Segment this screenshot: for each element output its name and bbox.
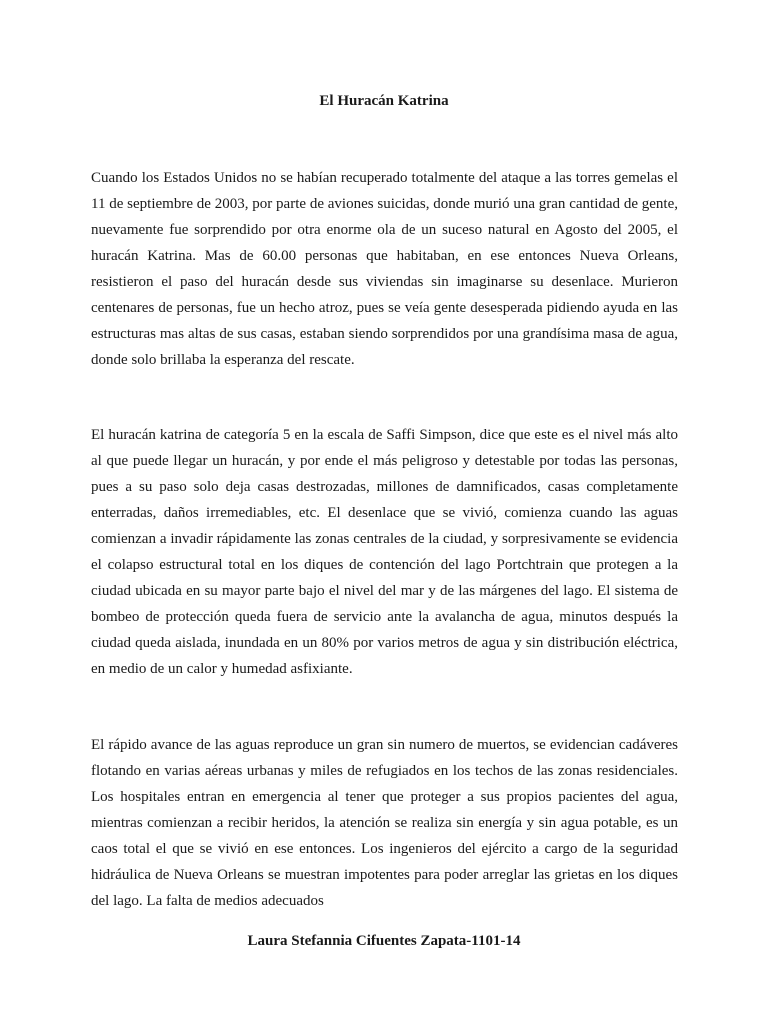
paragraph-2: El huracán katrina de categoría 5 en la escala de Saffi Simpson, dice que este es el nivel más alto al que puede llegar un huracán, y por ende el más peligroso y detestable por todas las personas, pues a su paso solo deja casas destrozadas, millones de damnificados, casas completamente enterradas, daños irremediables, etc. El desenlace que se vivió, comienza cuando las aguas comienzan a invadir rápidamente las zonas centrales de la ciudad, y sorpresivamente se evidencia el colapso estructural total en los diques de contención del lago Portchtrain que protegen a la ciudad ubicada en su mayor parte bajo el nivel del mar y de las márgenes del lago. El sistema de bombeo de protección queda fuera de servicio ante la avalancha de agua, minutos después la ciudad queda aislada, inundada en un 80% por varios metros de agua y sin distribución eléctrica, en medio de un calor y humedad asfixiante.: [91, 427, 678, 677]
paragraph-1: Cuando los Estados Unidos no se habían recuperado totalmente del ataque a las torres gemelas el 11 de septiembre de 2003, por parte de aviones suicidas, donde murió una gran cantidad de gente, nuevamente fue sorprendido por otra enorme ola de un suceso natural en Agosto del 2005, el huracán Katrina. Mas de 60.00 personas que habitaban, en ese entonces Nueva Orleans, resistieron el paso del huracán desde sus viviendas sin imaginarse su desenlace. Murieron centenares de personas, fue un hecho atroz, pues se veía gente desesperada pidiendo ayuda en las estructuras mas altas de sus casas, estaban siendo sorprendidos por una grandísima masa de agua, donde solo brillaba la esperanza del rescate.: [91, 170, 678, 368]
author-signature: Laura Stefannia Cifuentes Zapata-1101-14: [247, 933, 521, 949]
document-title: El Huracán Katrina: [319, 93, 449, 109]
paragraph-3: El rápido avance de las aguas reproduce un gran sin numero de muertos, se evidencian cadáveres flotando en varias aéreas urbanas y miles de refugiados en los techos de las zonas residenciales. Los hospitales entran en emergencia al tener que proteger a sus propios pacientes del agua, mientras comienzan a recibir heridos, la atención se realiza sin energía y sin agua potable, es un caos total el que se vivió en ese entonces. Los ingenieros del ejército a cargo de la seguridad hidráulica de Nueva Orleans se muestran impotentes para poder arreglar las grietas en los diques del lago. La falta de medios adecuados: [91, 737, 678, 909]
